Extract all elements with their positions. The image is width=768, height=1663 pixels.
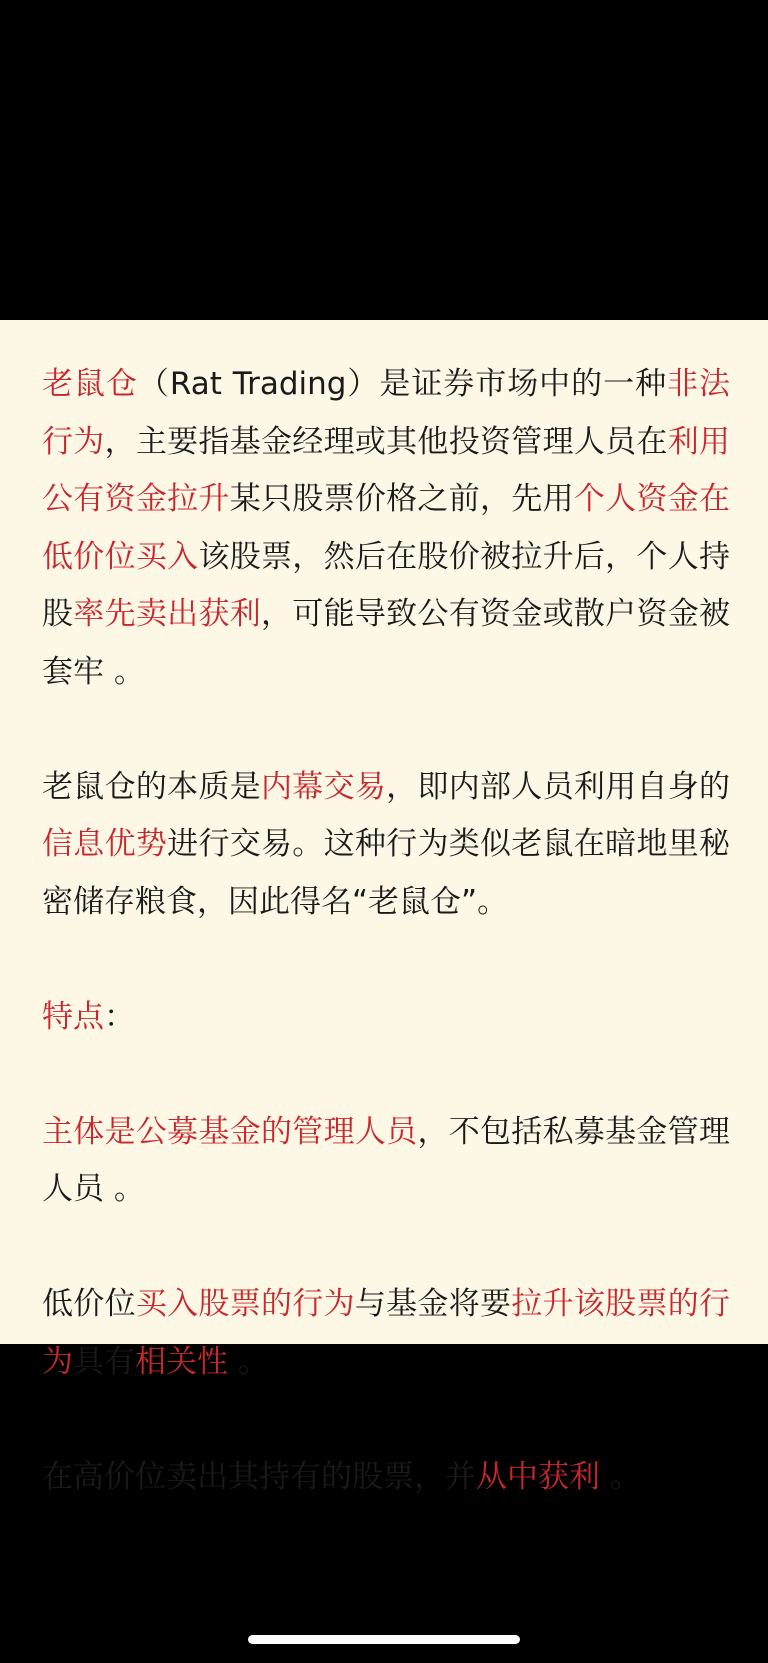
text-segment: 。 xyxy=(228,1343,269,1380)
text-segment: 个人资金在低价位买入 xyxy=(42,481,731,575)
home-indicator[interactable] xyxy=(248,1635,520,1644)
paragraph-feature-correlation xyxy=(42,1276,730,1391)
text-segment: （Rat Trading）是证券市场中的一种 xyxy=(137,366,668,402)
text-segment: 拉升该股票的行为 xyxy=(42,1286,731,1380)
text-segment: ： xyxy=(104,998,135,1035)
text-segment: 买入股票的行为 xyxy=(135,1286,355,1322)
paragraph-feature-profit xyxy=(42,1449,730,1507)
text-segment: 特点 xyxy=(42,998,104,1035)
text-segment: ，可能导致公有资金或散户资金被套牢 。 xyxy=(42,596,731,690)
text-segment: 利用公有资金拉升 xyxy=(42,423,731,517)
paragraph-definition xyxy=(42,356,730,701)
article-card xyxy=(0,320,768,1495)
text-segment: 相关性 xyxy=(135,1343,228,1380)
text-segment: 某只股票价格之前，先用 xyxy=(229,481,574,517)
text-segment: 与基金将要 xyxy=(354,1286,512,1322)
text-segment: 低价位 xyxy=(42,1286,136,1322)
text-segment: 信息优势 xyxy=(42,826,168,862)
text-segment: ，即内部人员利用自身的 xyxy=(386,768,731,805)
text-segment: 具有 xyxy=(73,1343,135,1380)
text-segment: 在高价位卖出其持有的股票，并 xyxy=(42,1458,476,1495)
text-segment: 率先卖出获利 xyxy=(73,596,262,632)
paragraph-features-heading xyxy=(42,989,730,1047)
text-segment: ，主要指基金经理或其他投资管理人员在 xyxy=(104,423,668,460)
text-segment: 老鼠仓 xyxy=(42,366,138,402)
text-segment: 内幕交易 xyxy=(261,768,387,805)
text-segment: 非法行为 xyxy=(42,366,731,460)
text-segment: 。 xyxy=(600,1458,641,1495)
text-segment: ，不包括私募基金管理人员 。 xyxy=(42,1113,731,1207)
text-segment: 该股票，然后在股价被拉升后，个人持股 xyxy=(42,538,731,632)
text-segment: 从中获利 xyxy=(476,1458,600,1495)
paragraph-feature-subject xyxy=(42,1104,730,1219)
text-segment: 老鼠仓的本质是 xyxy=(42,768,261,805)
paragraph-essence xyxy=(42,759,730,932)
text-segment: 进行交易。这种行为类似老鼠在暗地里秘密储存粮食，因此得名“老鼠仓”。 xyxy=(42,826,731,920)
text-segment: 主体是公募基金的管理人员 xyxy=(42,1113,418,1150)
